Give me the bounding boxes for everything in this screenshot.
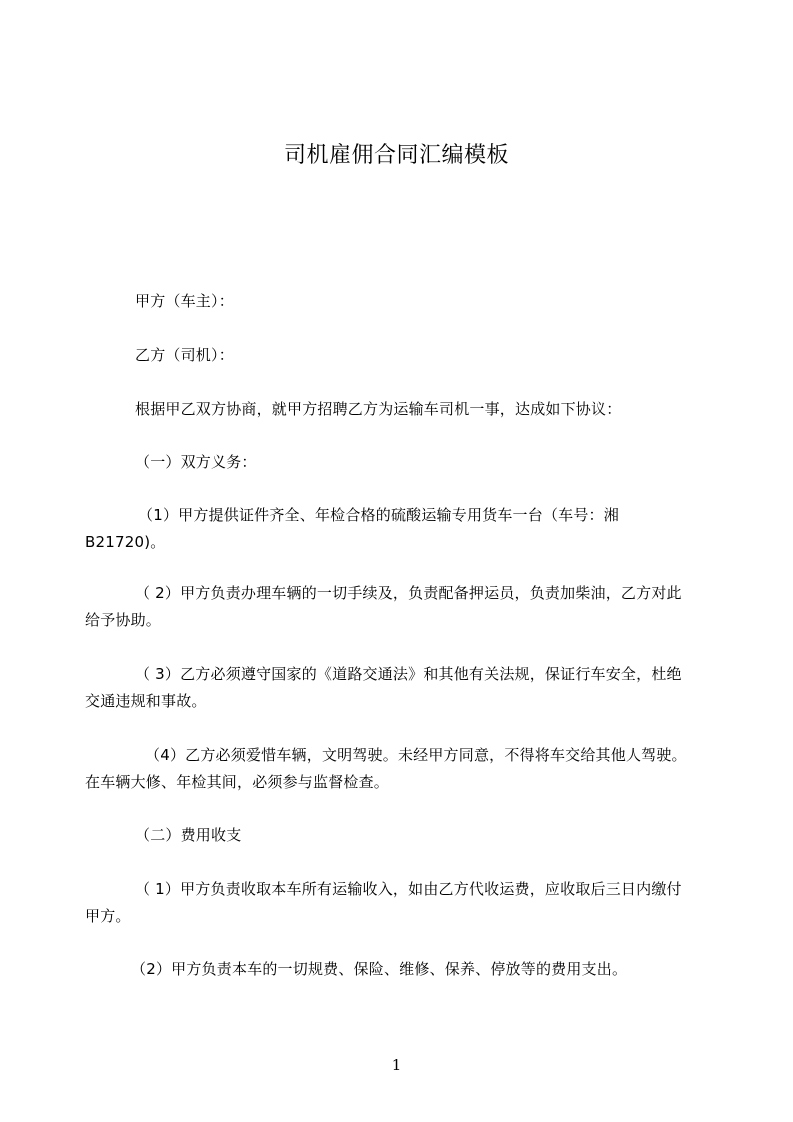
party-b-line <box>135 342 710 369</box>
paragraph-line: 乙方（司机）： <box>135 346 234 364</box>
party-a-line <box>135 288 710 315</box>
paragraph-line: 在车辆大修、年检其间，必须参与监督检查。 <box>85 773 390 791</box>
clause-1-1 <box>85 502 713 556</box>
clause-2-1 <box>85 876 710 930</box>
paragraph-line: （2）甲方负责本车的一切规费、保险、维修、保养、停放等的费用支出。 <box>131 960 628 978</box>
paragraph-line: （ 3）乙方必须遵守国家的《道路交通法》和其他有关法规，保证行车安全，杜绝 <box>135 665 682 683</box>
clause-1-3 <box>85 661 710 715</box>
section-heading-expenses <box>135 822 710 849</box>
clause-1-4 <box>85 742 720 796</box>
document-title: 司机雇佣合同汇编模板 <box>283 143 509 168</box>
paragraph-line: （1）甲方提供证件齐全、年检合格的硫酸运输专用货车一台（车号：湘 <box>138 506 619 524</box>
paragraph-line: （二）费用收支 <box>135 826 242 844</box>
agreement-intro <box>135 396 710 423</box>
paragraph-line: （ 2）甲方负责办理车辆的一切手续及，负责配备押运员，负责加柴油，乙方对此 <box>135 584 682 602</box>
paragraph-line: （ 1）甲方负责收取本车所有运输收入，如由乙方代收运费，应收取后三日内缴付 <box>135 880 682 898</box>
clause-1-2 <box>85 580 710 634</box>
paragraph-line: 根据甲乙双方协商，就甲方招聘乙方为运输车司机一事，达成如下协议： <box>135 400 622 418</box>
paragraph-line: B21720)。 <box>85 533 166 551</box>
clause-2-2 <box>131 956 706 983</box>
paragraph-line: 交通违规和事故。 <box>85 692 207 710</box>
page-number: 1 <box>391 1056 402 1074</box>
section-heading-obligations <box>135 449 710 476</box>
paragraph-line: 给予协助。 <box>85 611 162 629</box>
paragraph-line: （一）双方义务： <box>135 453 257 471</box>
paragraph-line: （4）乙方必须爱惜车辆，文明驾驶。未经甲方同意，不得将车交给其他人驾驶。 <box>145 746 687 764</box>
paragraph-line: 甲方（车主）： <box>135 292 234 310</box>
paragraph-line: 甲方。 <box>85 907 131 925</box>
